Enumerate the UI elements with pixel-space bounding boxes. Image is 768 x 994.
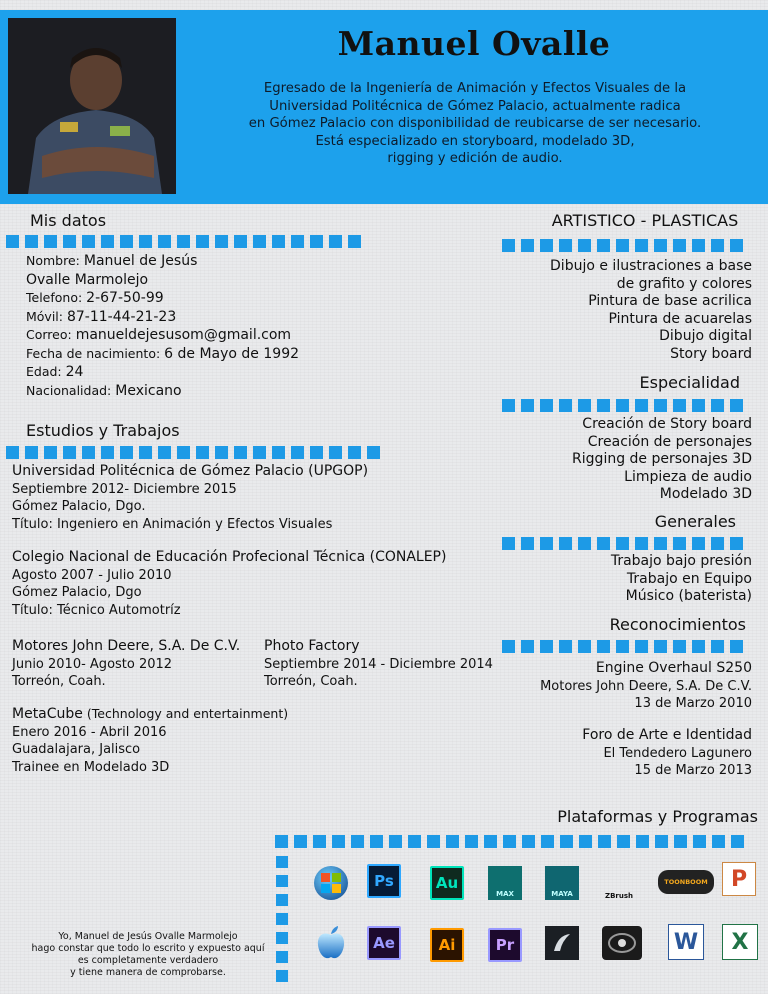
- list-item: Story board: [670, 345, 752, 362]
- section-divider: [6, 235, 361, 248]
- recognition-2: [582, 727, 752, 780]
- word-icon: W: [668, 924, 704, 960]
- education-conalep: [12, 549, 446, 619]
- after-effects-icon: Ae: [367, 926, 401, 960]
- list-item: Dibujo digital: [659, 328, 752, 344]
- entry-title: Photo Factory: [264, 638, 360, 654]
- section-divider: [275, 835, 744, 848]
- entry-degree: Título: Técnico Automotríz: [12, 602, 181, 618]
- job-photo-factory: [264, 638, 493, 691]
- section-title-plataformas: Plataformas y Programas: [557, 807, 758, 826]
- entry-dates: Junio 2010- Agosto 2012: [12, 656, 173, 672]
- list-item: Modelado 3D: [659, 486, 752, 502]
- list-item: Rigging de personajes 3D: [572, 451, 752, 467]
- job-deere: [12, 638, 240, 691]
- section-title-mis-datos: Mis datos: [30, 211, 107, 230]
- list-item: Trabajo en Equipo: [626, 570, 752, 587]
- premiere-icon: Pr: [488, 928, 522, 962]
- maya-icon: MAYA: [545, 866, 579, 900]
- note-line: Yo, Manuel de Jesús Ovalle Marmolejo: [58, 931, 238, 942]
- list-item: Músico (baterista): [625, 588, 752, 604]
- recognition-title: Engine Overhaul S250: [595, 660, 752, 676]
- audition-icon: Au: [430, 866, 464, 900]
- list-item: Trabajo bajo presión: [610, 553, 752, 569]
- entry-title: Universidad Politécnica de Gómez Palacio (UPGOP): [12, 463, 369, 479]
- entry-location: Guadalajara, Jalisco: [12, 742, 141, 757]
- data-row: Nacionalidad: Mexicano: [26, 382, 182, 399]
- section-divider: [502, 640, 743, 653]
- entry-title: Colegio Nacional de Educación Profecional Técnica (CONALEP): [12, 549, 447, 565]
- note-line: es completamente verdadero: [77, 955, 219, 966]
- recognition-org: El Tendedero Lagunero: [603, 745, 752, 761]
- section-title-estudios: Estudios y Trabajos: [26, 421, 180, 440]
- illustrator-icon: Ai: [430, 928, 464, 962]
- entry-dates: Septiembre 2012- Diciembre 2015: [12, 481, 237, 497]
- section-title-artistico: ARTISTICO - PLASTICAS: [551, 211, 739, 230]
- recognition-date: 13 de Marzo 2010: [634, 696, 752, 711]
- section-title-generales: Generales: [654, 512, 736, 531]
- audio-app-icon: [602, 926, 642, 960]
- artistico-list: [550, 258, 752, 363]
- sculpting-app-icon: [545, 926, 579, 960]
- list-item: Creación de Story board: [582, 416, 752, 432]
- data-row: Nombre: Manuel de Jesús: [26, 253, 198, 269]
- person-name: Manuel Ovalle: [337, 24, 611, 63]
- entry-location: Torreón, Coah.: [264, 674, 358, 689]
- summary-line: Egresado de la Ingeniería de Animación y Efectos Visuales de la: [263, 81, 687, 96]
- 3ds-max-icon: MAX: [488, 866, 522, 900]
- zbrush-icon: ZBrush: [605, 892, 633, 900]
- entry-dates: Septiembre 2014 - Diciembre 2014: [264, 656, 493, 672]
- data-row: Fecha de nacimiento: 6 de Mayo de 1992: [26, 345, 300, 362]
- section-title-especialidad: Especialidad: [639, 373, 740, 392]
- especialidad-list: [572, 416, 752, 504]
- data-row: Correo: manueldejesusom@gmail.com: [26, 327, 292, 343]
- section-divider: [6, 446, 380, 459]
- summary-line: Universidad Politécnica de Gómez Palacio, actualmente radica: [269, 98, 681, 114]
- windows-icon: [314, 866, 348, 900]
- list-item: Pintura de base acrilica: [588, 293, 752, 309]
- list-item: de grafito y colores: [616, 275, 752, 292]
- entry-location: Gómez Palacio, Dgo.: [12, 499, 146, 514]
- recognition-title: Foro de Arte e Identidad: [582, 727, 752, 743]
- entry-dates: Enero 2016 - Abril 2016: [12, 724, 167, 740]
- section-divider: [502, 399, 743, 412]
- personal-data-list: [26, 252, 299, 400]
- entry-title: Motores John Deere, S.A. De C.V.: [12, 638, 241, 654]
- declaration-note: [18, 931, 278, 979]
- entry-location: Gómez Palacio, Dgo: [12, 585, 142, 600]
- section-divider: [502, 239, 743, 252]
- entry-dates: Agosto 2007 - Julio 2010: [12, 567, 172, 583]
- photoshop-icon: Ps: [367, 864, 401, 898]
- toonboom-icon: TOONBOOM: [658, 870, 714, 894]
- generales-list: [611, 553, 752, 606]
- summary-line: rigging y edición de audio.: [387, 151, 563, 166]
- list-item: Pintura de acuarelas: [608, 310, 752, 327]
- entry-location: Torreón, Coah.: [12, 674, 106, 689]
- profile-summary: [225, 80, 725, 168]
- note-line: y tiene manera de comprobarse.: [70, 967, 226, 978]
- recognition-date: 15 de Marzo 2013: [634, 763, 752, 778]
- summary-line: en Gómez Palacio con disponibilidad de reubicarse de ser necesario.: [248, 116, 702, 131]
- profile-photo: [8, 18, 176, 194]
- recognition-1: [540, 660, 752, 713]
- excel-icon: X: [722, 924, 758, 960]
- data-row: Móvil: 87-11-44-21-23: [26, 308, 177, 325]
- data-row: Ovalle Marmolejo: [26, 271, 149, 288]
- section-title-reconocimientos: Reconocimientos: [609, 615, 746, 634]
- note-line: hago constar que todo lo escrito y expuesto aquí: [31, 943, 265, 954]
- entry-degree: Título: Ingeniero en Animación y Efectos Visuales: [12, 516, 333, 532]
- list-item: Creación de personajes: [587, 433, 752, 450]
- entry-title: MetaCube (Technology and entertainment): [12, 706, 289, 722]
- data-row: Telefono: 2-67-50-99: [26, 290, 164, 306]
- entry-role: Trainee en Modelado 3D: [12, 759, 170, 775]
- list-item: Dibujo e ilustraciones a base: [550, 258, 752, 274]
- job-metacube: [12, 705, 288, 776]
- summary-line: Está especializado en storyboard, modelado 3D,: [315, 133, 635, 149]
- powerpoint-icon: P: [722, 862, 756, 896]
- list-item: Limpieza de audio: [624, 468, 752, 485]
- data-row: Edad: 24: [26, 364, 84, 380]
- recognition-org: Motores John Deere, S.A. De C.V.: [540, 678, 752, 694]
- apple-icon: [314, 924, 348, 962]
- education-upgop: [12, 463, 368, 533]
- section-divider: [502, 537, 743, 550]
